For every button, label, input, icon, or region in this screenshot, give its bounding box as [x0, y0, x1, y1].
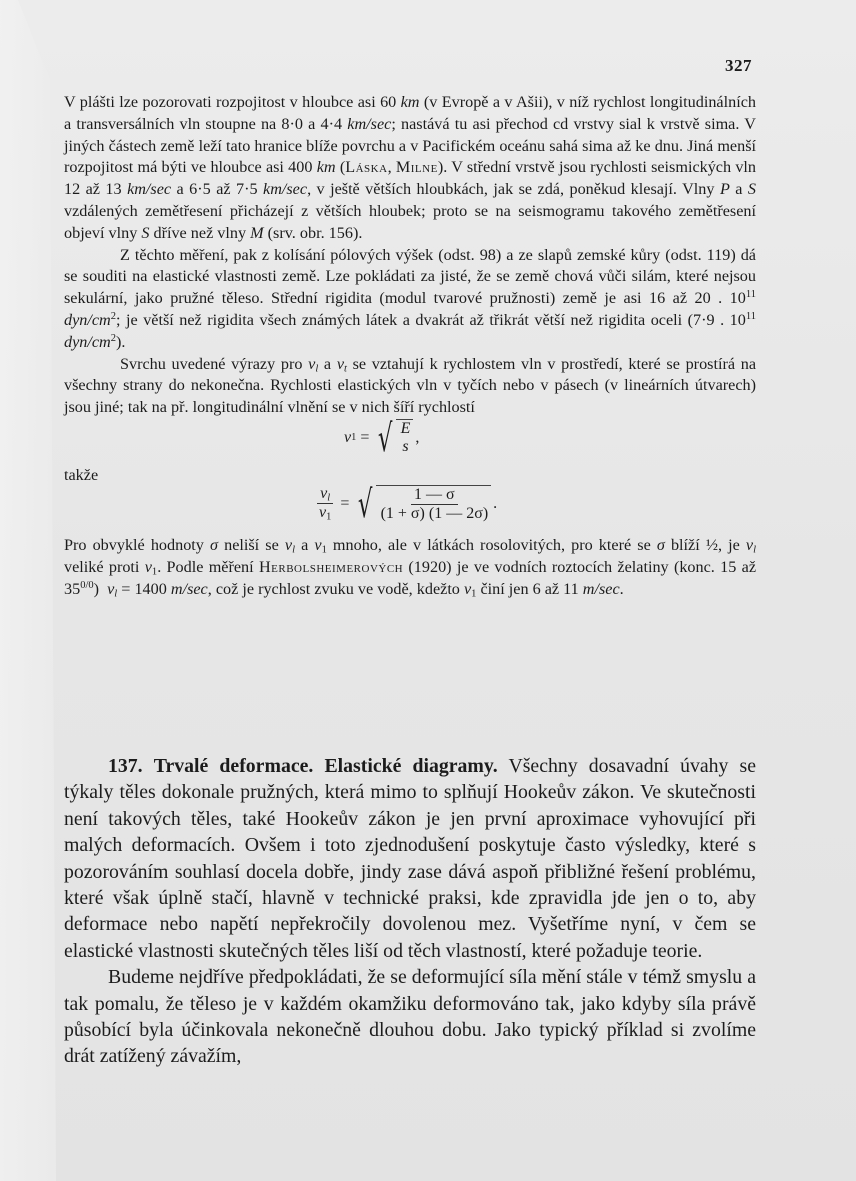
section-number: 137.	[108, 755, 143, 777]
section-paragraph-2: Budeme nejdříve předpokládati, že se deformující síla mění stále v témž smyslu a tak pomalu, že těleso je v každém okamžiku deformováno tak, jako kdyby síla právě působící byla účinkovala nekonečně dlouhou dobu. Jako typický příklad si zvolíme drát zatížený závažím,	[64, 966, 756, 1068]
paragraph-rigidity: Z těchto měření, pak z kolísání pólových výšek (odst. 98) a ze slapů zemské kůry (odst. 119) dá se souditi na elastické vlastnosti země. Lze pokládati za jisté, že se země chová vůči silám, které nejsou sekulární, jako pružné těleso. Střední rigidita (modul tvarové pružnosti) země je asi 16 až 20 . $10^{11}$ dyn/$cm^2$; je větší než rigidita všech známých látek a dvakrát až třikrát větší než rigidita oceli (7·9 . $10^{11}$ dyn/$cm^2$).	[64, 245, 756, 351]
paragraph-seismic: V plášti lze pozorovati rozpojitost v hloubce asi 60 km (v Evropě a v Ašii), v níž rychlost longitudinálních a transversálních vln stoupne na 8·0 a 4·4 km/sec; nastává tu asi přechod cd vrstvy sial k vrstvě sima. V jiných částech země leží tato hranice blíže povrchu a v Pacifickém oceánu sahá sima až ke dnu. Jiná menší rozpojitost má býti ve hloubce asi 400 km (Láska, Milne). V střední vrstvě jsou rychlosti seismických vln 12 až 13 km/sec a 6·5 až 7·5 km/sec, v ještě větších hloubkách, jak se zdá, poněkud klesají. Vlny P a S vzdálených zemětřesení přicházejí z větších hloubek; proto se na seismogramu takového zemětřesení objeví vlny S dříve než vlny M (srv. obr. 156).	[64, 93, 757, 242]
section-title: Trvalé deformace. Elastické diagramy.	[153, 755, 498, 777]
author-name: Láska	[345, 158, 388, 177]
page-number: 327	[725, 56, 752, 75]
author-name: Milne	[395, 158, 438, 177]
page-fold-shadow	[0, 0, 60, 1181]
section-intro-paragraph: 137. Trvalé deformace. Elastické diagramy. Všechny dosavadní úvahy se týkaly těles dokonale pružných, která mimo to splňují Hookeův zákon. Ve skutečnosti není takových těles, také Hookeův zákon je jen první aproximace vyhovující při malých deformacích. Ovšem i toto zjednodušení poskytuje často výsledky, které s pozorováním souhlasí docela dobře, jindy zase dává aspoň přibližné řešení problému, které však úplně stačí, hlavně v technické praksi, kde zpravidla jde jen o to, aby deformace nebo napětí nepřekročily dovolenou mez. Vyšetříme nyní, v čem se elastické vlastnosti skutečných těles liší od těch vlastností, které požaduje teorie.	[64, 755, 757, 962]
takze-line: takže	[64, 465, 99, 484]
small-print-section	[64, 92, 756, 600]
formula-ratio: $\frac{v_l}{v_1}$ = √ $\frac{1 — \sigma}{(1 + \sigma) (1 — 2\sigma)}$ .	[319, 481, 498, 526]
paragraph-gelatin: Pro obvyklé hodnoty σ neliší se $v_l$ a $v_1$ mnoho, ale v látkách rosolovitých, pro které se σ blíží ½, je $v_l$ veliké proti $v_1$. Podle měření Herbolsheimerových (1920) je ve vodních roztocích želatiny (konc. 15 až $35^{0/0}$) $v_l = 1400$ m/sec, což je rychlost zvuku ve vodě, kdežto $v_1$ činí jen 6 až 11 m/sec.	[64, 535, 757, 600]
section-137	[64, 753, 756, 1070]
author-name: Herbolsheimerových	[258, 557, 404, 576]
paragraph-rod-waves: Svrchu uvedené výrazy pro $v_l$ a $v_t$ se vztahují k rychlostem vln v prostředí, které se prostírá na všechny strany do nekonečna. Rychlosti elastických vln v tyčích nebo v pásech (v lineárních útvarech) jsou jiné; tak na př. longitudinální vlnění se v nich šíří rychlostí	[64, 354, 757, 417]
formula-v1: v 1 = √ E s ,	[344, 415, 420, 460]
